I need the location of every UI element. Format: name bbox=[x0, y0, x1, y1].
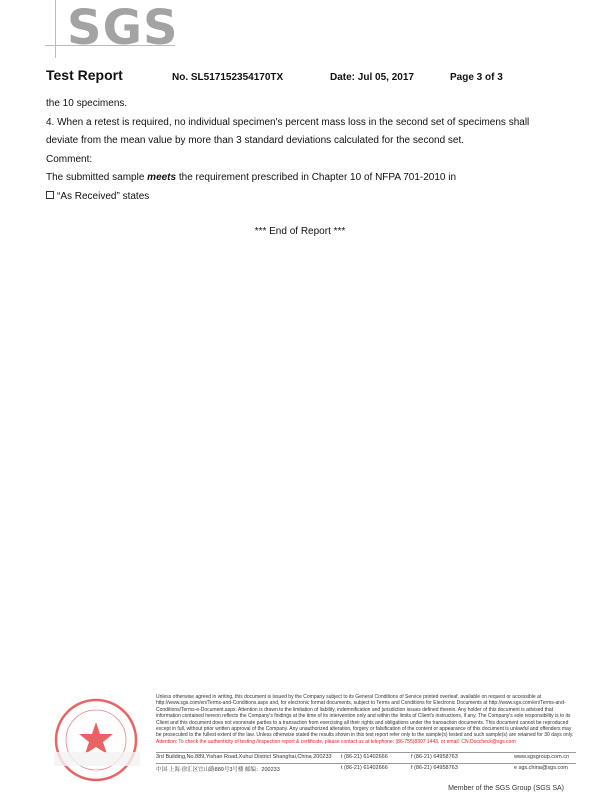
authenticity-notice: Attention: To check the authenticity of testing /inspection report & certificate, please contact us at telephone: (86-755)8307 1443, or email: CN.Doccheck@sgs.com bbox=[156, 738, 516, 745]
report-header bbox=[46, 67, 556, 88]
logo-text: SGS bbox=[67, 0, 179, 56]
sgs-logo bbox=[45, 0, 179, 58]
legal-disclaimer bbox=[156, 694, 576, 745]
contact-row bbox=[156, 763, 576, 774]
end-of-report: *** End of Report *** bbox=[254, 226, 346, 237]
fax: f (86-21) 64958763 bbox=[411, 765, 458, 771]
body-line: the 10 specimens. bbox=[46, 98, 128, 109]
website: www.sgsgroup.com.cn bbox=[514, 754, 570, 760]
report-body bbox=[46, 95, 556, 206]
result-text: the requirement prescribed in Chapter 10 of NFPA 701-2010 in bbox=[176, 172, 457, 183]
result-statement bbox=[46, 169, 556, 188]
telephone: t (86-21) 61402666 bbox=[341, 765, 388, 771]
state-text: “As Received” states bbox=[57, 190, 150, 202]
address-english: 3rd Building,No.889,Yishan Road,Xuhui District Shanghai,China 200233 bbox=[156, 754, 332, 760]
footer bbox=[46, 690, 574, 800]
disclaimer-text: Unless otherwise agreed in writing, this document is issued by the Company subject to its General Conditions of Service printed overleaf, available on request or accessible at http://www.sgs.com/en/Terms-and-Conditions.aspx and, for electronic format documents, subject to Terms and Conditions for Electronic Documents at http://www.sgs.com/en/Terms-and-Conditions/Terms-e-Document.aspx. Attention is drawn to the limitation of liability, indemnification and jurisdiction issues defined therein. Any holder of this document is advised that information contained hereon reflects the Company's findings at the time of its intervention only and within the limits of Client's instructions, if any. The Company's sole responsibility is to its Client and this document does not exonerate parties to a transaction from exercising all their rights and obligations under the transaction documents. This document cannot be reproduced except in full, without prior written approval of the Company. Any unauthorized alteration, forgery or falsification of the content or appearance of this document is unlawful and offenders may be prosecuted to the fullest extent of the law. Unless otherwise stated the results shown in this test report refer only to the sample(s) tested and such sample(s) are retained for 30 days only. bbox=[156, 694, 574, 739]
page-indicator: Page 3 of 3 bbox=[450, 72, 503, 83]
report-title: Test Report bbox=[46, 67, 123, 83]
group-membership: Member of the SGS Group (SGS SA) bbox=[448, 785, 564, 792]
report-date: Date: Jul 05, 2017 bbox=[330, 72, 414, 83]
company-seal-icon bbox=[46, 690, 146, 790]
state-line bbox=[46, 188, 556, 207]
contact-row bbox=[156, 752, 576, 763]
result-text: The submitted sample bbox=[46, 172, 148, 183]
telephone: t (86-21) 61402666 bbox=[341, 754, 388, 760]
body-line: deviate from the mean value by more than 3 standard deviations calculated for the second set. bbox=[46, 135, 465, 146]
checkbox-icon bbox=[46, 191, 54, 199]
contact-block bbox=[156, 752, 576, 774]
email: e sgs.china@sgs.com bbox=[514, 765, 568, 771]
body-line: 4. When a retest is required, no individual specimen's percent mass loss in the second set of specimens shall bbox=[46, 116, 530, 128]
report-number: No. SL517152354170TX bbox=[172, 72, 284, 83]
logo-vertical-rule bbox=[55, 0, 56, 58]
comment-label: Comment: bbox=[46, 153, 93, 165]
address-chinese: 中国·上海·徐汇区宜山路889号3号楼 邮编：200233 bbox=[156, 767, 280, 773]
result-verdict: meets bbox=[147, 172, 177, 183]
fax: f (86-21) 64958763 bbox=[411, 754, 458, 760]
